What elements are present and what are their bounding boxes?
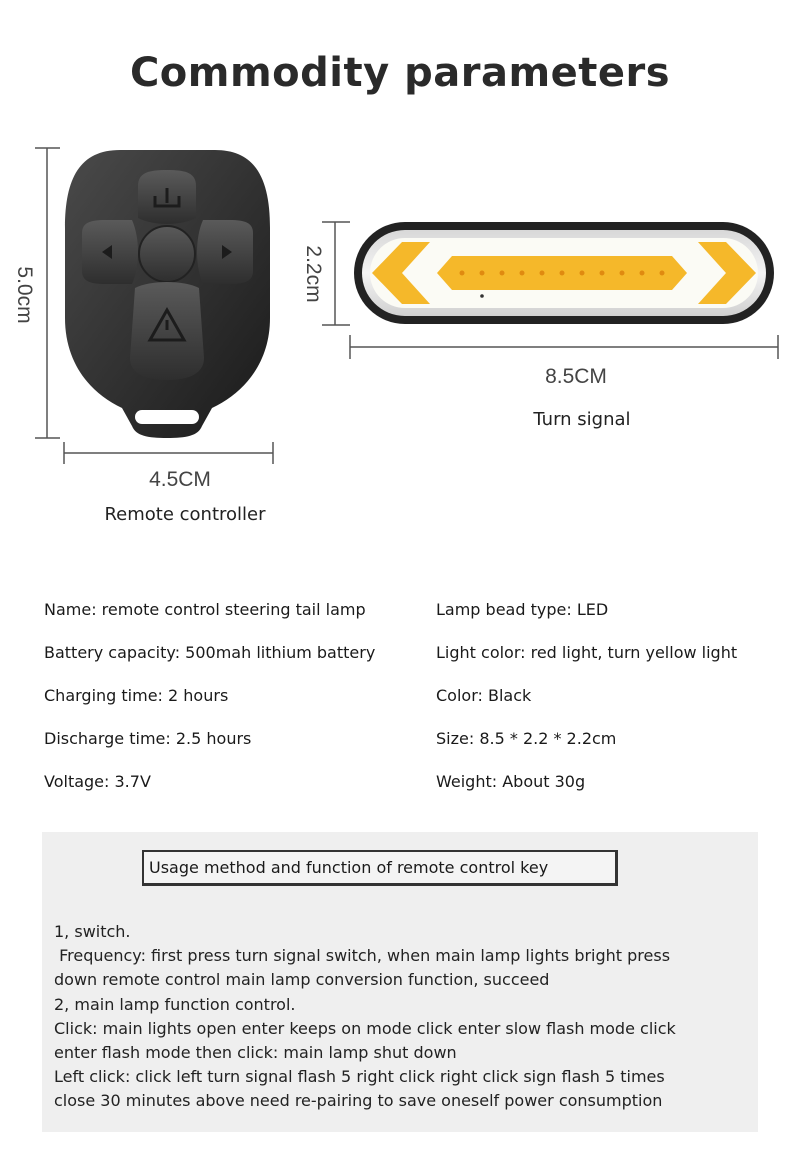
usage-line: down remote control main lamp conversion function, succeed <box>54 970 550 990</box>
spec-battery: Battery capacity: 500mah lithium battery <box>44 643 376 662</box>
signal-height-label: 2.2cm <box>302 245 325 303</box>
spec-charging: Charging time: 2 hours <box>44 686 229 705</box>
warning-button[interactable] <box>130 282 204 380</box>
signal-caption: Turn signal <box>533 409 631 430</box>
turn-signal-image <box>352 220 777 330</box>
usage-title: Usage method and function of remote control key <box>142 850 618 886</box>
usage-line: enter flash mode then click: main lamp shut down <box>54 1043 457 1063</box>
spec-name: Name: remote control steering tail lamp <box>44 600 366 619</box>
spec-weight: Weight: About 30g <box>436 772 586 791</box>
page-title: Commodity parameters <box>129 50 671 96</box>
main-lamp-button[interactable] <box>139 226 195 282</box>
usage-line: Click: main lights open enter keeps on mode click enter slow flash mode click <box>54 1018 676 1038</box>
usage-line: 1, switch. <box>54 922 131 941</box>
spec-voltage: Voltage: 3.7V <box>44 772 151 791</box>
spec-light-color: Light color: red light, turn yellow light <box>436 643 738 662</box>
usage-panel <box>42 832 758 1132</box>
usage-line: Left click: click left turn signal flash 5 right click right click sign flash 5 times <box>54 1067 665 1087</box>
remote-width-label: 4.5CM <box>149 468 211 491</box>
spec-size: Size: 8.5 * 2.2 * 2.2cm <box>436 729 617 748</box>
spec-lamp-bead: Lamp bead type: LED <box>436 600 609 619</box>
spec-discharge: Discharge time: 2.5 hours <box>44 729 252 748</box>
usage-line: close 30 minutes above need re-pairing to save oneself power consumption <box>54 1091 663 1111</box>
remote-height-label: 5.0cm <box>13 266 36 324</box>
signal-width-label: 8.5CM <box>545 365 607 388</box>
usage-line: 2, main lamp function control. <box>54 994 296 1014</box>
usage-body <box>54 920 754 1114</box>
remote-controller-image <box>60 148 275 440</box>
usage-line: Frequency: first press turn signal switch, when main lamp lights bright press <box>54 946 671 966</box>
remote-caption: Remote controller <box>104 504 266 525</box>
spec-color: Color: Black <box>436 686 532 705</box>
